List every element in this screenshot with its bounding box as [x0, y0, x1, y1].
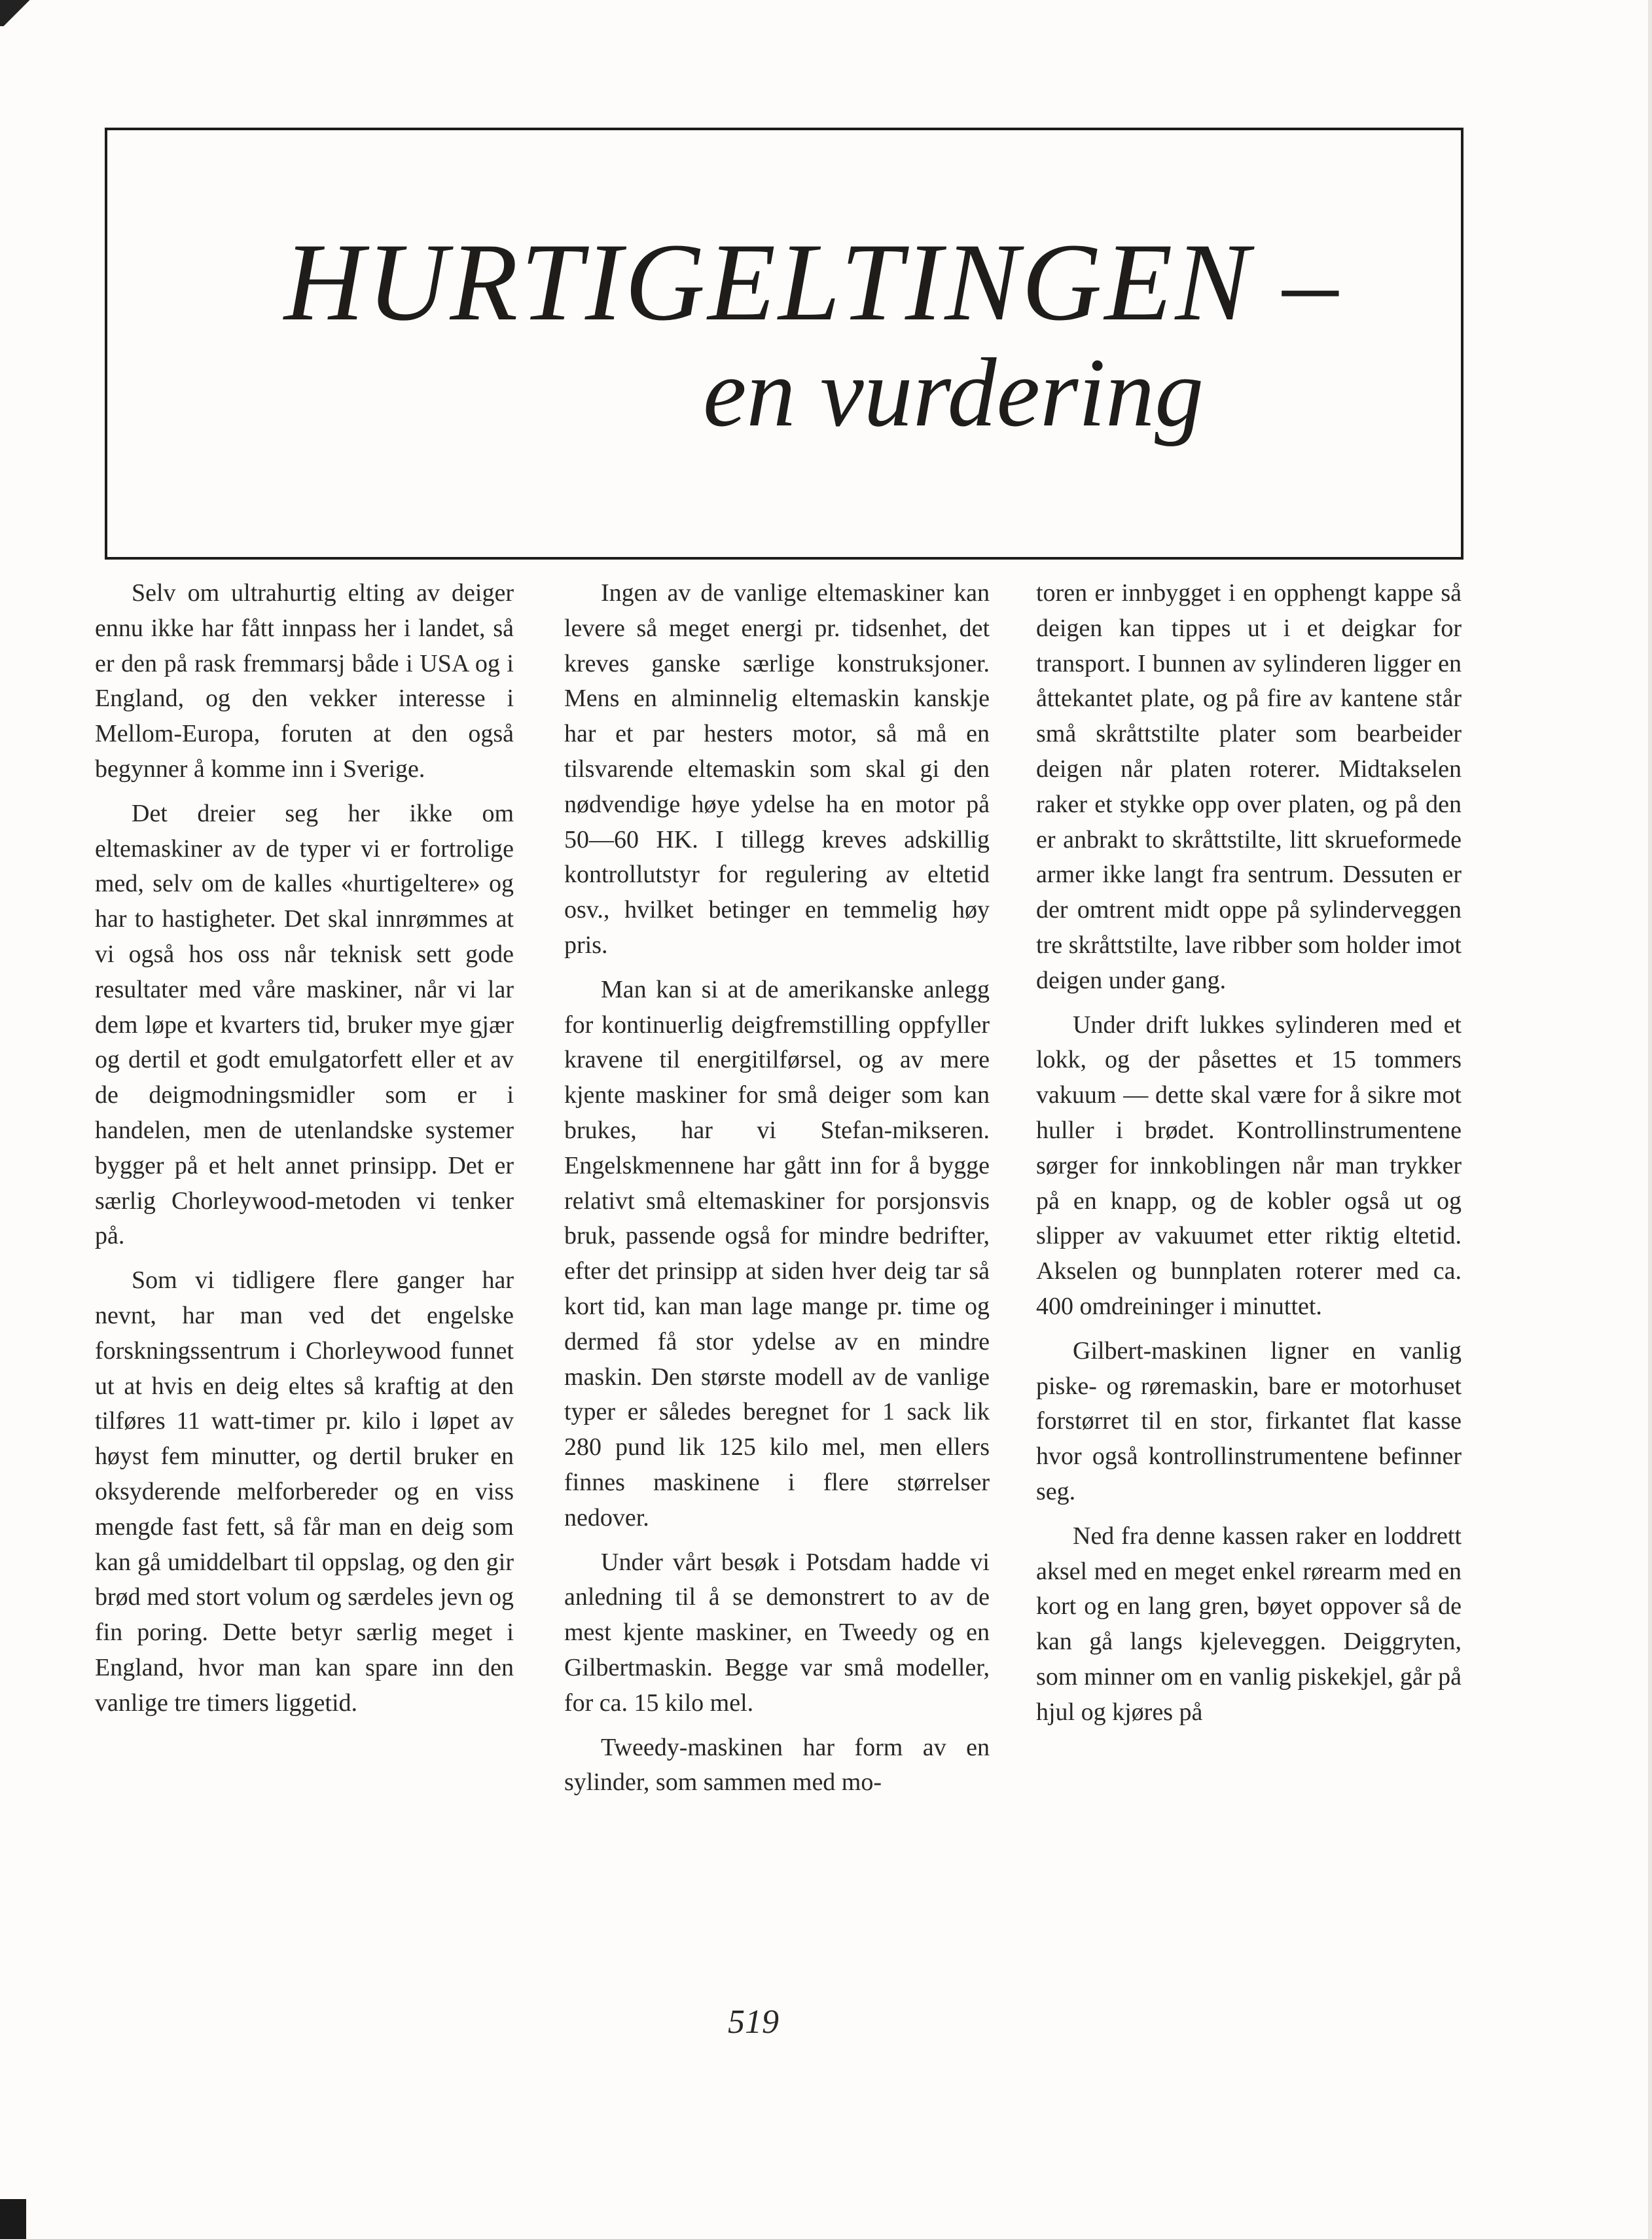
paragraph: Ingen av de vanlige eltemaskiner kan levere så meget energi pr. tidsenhet, det kreves ganske særlige konstruksjoner. Mens en alminnelig eltemaskin kanskje har et par hesters motor, så må en tilsvarende eltemaskin som skal gi den nødvendige høye ydelse ha en motor på 50—60 HK. I tillegg kreves adskillig kontrollutstyr for regulering av eltetid osv., hvilket betinger en temmelig høy pris. — [564, 579, 990, 959]
paragraph: Gilbert-maskinen ligner en vanlig piske- og røremaskin, bare er motorhuset forstørret til en stor, firkantet flat kasse hvor også kontrollinstrumentene befinner seg. — [1036, 1336, 1462, 1505]
paragraph: Ned fra denne kassen raker en loddrett aksel med en meget enkel rørearm med en kort og en lang gren, bøyet oppover så de kan gå langs kjeleveggen. Deiggryten, som minner om en vanlig piskekjel, går på hjul og kjøres på — [1036, 1522, 1462, 1726]
paragraph: Tweedy-maskinen har form av en sylinder, som sammen med mo- — [564, 1733, 990, 1797]
article-subtitle: en vurdering — [703, 338, 1204, 447]
paragraph: toren er innbygget i en opphengt kappe så deigen kan tippes ut i et deigkar for transport. I bunnen av sylinderen ligger en åttekantet plate, og på fire av kantene står små skråttstilte plater som bearbeider deigen når platen roterer. Midtakselen raker et stykke opp over platen, og på den er anbrakt to skråttstilte, litt skrueformede armer ikke langt fra sentrum. Dessuten er der omtrent midt oppe på sylinderveggen tre skråttstilte, lave ribber som holder imot deigen under gang. — [1036, 579, 1462, 994]
scan-page-edge — [1648, 0, 1652, 2239]
article-title: HURTIGELTINGEN – — [284, 221, 1341, 344]
paragraph: Selv om ultrahurtig elting av deiger ennu ikke har fått innpass her i landet, så er den på rask fremmarsj både i USA og i England, og den vekker interesse i Mellom-Europa, foruten at den også begynner å komme inn i Sverige. — [95, 579, 514, 783]
paragraph: Man kan si at de amerikanske anlegg for kontinuerlig deigfremstilling oppfyller kravene til energitilførsel, og av mere kjente maskiner for små deiger som kan brukes, har vi Stefan-mikseren. Engelskmennene har gått inn for å bygge relativt små eltemaskiner for porsjonsvis bruk, passende også for mindre bedrifter, efter det prinsipp at siden hver deig tar så kort tid, kan man lage mange pr. time og dermed få stor ydelse av en mindre maskin. Den største modell av de vanlige typer er således beregnet for 1 sack lik 280 pund lik 125 kilo mel, men ellers finnes maskinene i flere størrelser nedover. — [564, 975, 990, 1531]
scan-corner-mark — [0, 0, 39, 26]
title-box — [105, 128, 1463, 560]
paragraph: Under vårt besøk i Potsdam hadde vi anledning til å se demonstrert to av de mest kjente maskiner, en Tweedy og en Gilbertmaskin. Begge var små modeller, for ca. 15 kilo mel. — [564, 1548, 990, 1717]
scan-edge-mark — [0, 2199, 26, 2239]
text-column-1 — [95, 576, 514, 1730]
paragraph: Det dreier seg her ikke om eltemaskiner av de typer vi er fortrolige med, selv om de kalles «hurtigeltere» og har to hastigheter. Det skal innrømmes at vi også hos oss når teknisk sett gode resultater med våre maskiner, når vi lar dem løpe et kvarters tid, bruker mye gjær og dertil et godt emulgatorfett eller et av de deigmodningsmidler som er i handelen, men de utenlandske systemer bygger på et helt annet prinsipp. Det er særlig Chorleywood-metoden vi tenker på. — [95, 799, 514, 1250]
page-number: 519 — [728, 2003, 779, 2041]
text-column-3 — [1036, 576, 1462, 1740]
text-column-2 — [564, 576, 990, 1810]
paragraph: Under drift lukkes sylinderen med et lokk, og der påsettes et 15 tommers vakuum — dette skal være for å sikre mot huller i brødet. Kontrollinstrumentene sørger for innkoblingen når man trykker på en knapp, og de kobler også ut og slipper av vakuumet etter riktig eltetid. Akselen og bunnplaten roterer med ca. 400 omdreininger i minuttet. — [1036, 1011, 1462, 1320]
paragraph: Som vi tidligere flere ganger har nevnt, har man ved det engelske forskningssentrum i Chorleywood funnet ut at hvis en deig eltes så kraftig at den tilføres 11 watt-timer pr. kilo i løpet av høyst fem minutter, og dertil bruker en oksyderende melforbereder og en viss mengde fast fett, så får man en deig som kan gå umiddelbart til oppslag, og den gir brød med stort volum og særdeles jevn og fin poring. Dette betyr særlig meget i England, hvor man kan spare inn den vanlige tre timers liggetid. — [95, 1266, 514, 1717]
